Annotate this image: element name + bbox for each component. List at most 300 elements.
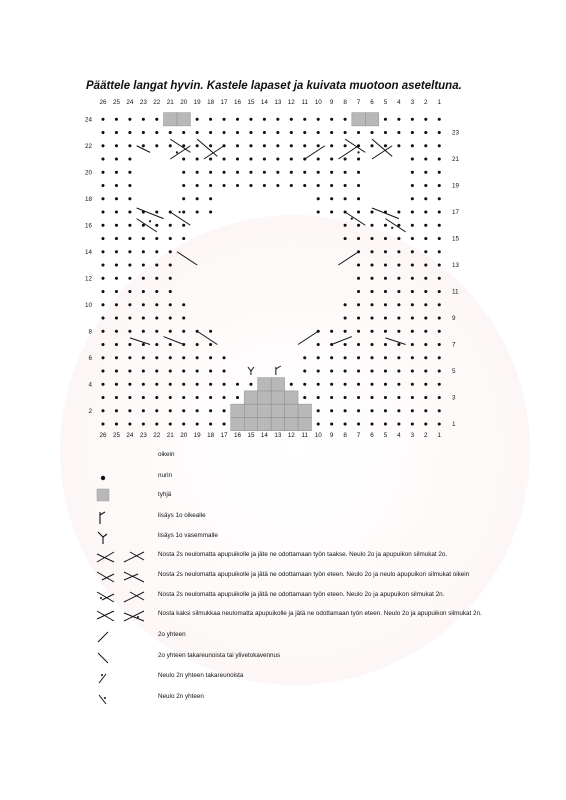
purl-dot	[128, 210, 131, 213]
cable-stroke	[298, 331, 318, 344]
purl-dot	[115, 303, 118, 306]
purl-dot	[196, 184, 199, 187]
purl-dot	[424, 118, 427, 121]
cable-stroke	[170, 212, 190, 225]
grey-cell	[271, 404, 284, 417]
purl-dot	[411, 277, 414, 280]
row-number: 2	[88, 407, 92, 415]
purl-dot	[196, 343, 199, 346]
purl-dot	[357, 422, 360, 425]
purl-dot	[357, 171, 360, 174]
purl-dot	[370, 396, 373, 399]
purl-dot	[438, 343, 441, 346]
purl-dot	[155, 210, 158, 213]
purl-dot	[101, 409, 104, 412]
purl-dot	[397, 343, 400, 346]
purl-dot	[169, 422, 172, 425]
purl-dot	[169, 369, 172, 372]
purl-dot	[115, 343, 118, 346]
purl-dot	[370, 210, 373, 213]
cable-stroke	[345, 139, 365, 152]
purl-dot	[101, 171, 104, 174]
purl-dot	[169, 343, 172, 346]
purl-dot	[411, 250, 414, 253]
purl-dot	[101, 316, 104, 319]
purl-dot	[438, 277, 441, 280]
column-number: 13	[274, 99, 282, 106]
purl-dot	[438, 369, 441, 372]
purl-dot	[263, 157, 266, 160]
purl-dot	[397, 369, 400, 372]
chart-symbols	[130, 139, 406, 375]
purl-dot	[142, 118, 145, 121]
purl-dot	[438, 330, 441, 333]
purl-dot	[128, 356, 131, 359]
legend-item	[0, 548, 566, 568]
purl-dot	[142, 263, 145, 266]
purl-dot	[424, 184, 427, 187]
purl-dot	[209, 396, 212, 399]
purl-dot	[182, 197, 185, 200]
lisays-oikealle-icon	[94, 509, 116, 527]
purl-dot	[411, 422, 414, 425]
column-number: 2	[424, 99, 428, 106]
purl-dot	[357, 343, 360, 346]
purl-dot	[182, 184, 185, 187]
purl-dot	[101, 263, 104, 266]
purl-dot	[397, 250, 400, 253]
column-number: 23	[139, 99, 147, 106]
purl-dot	[424, 144, 427, 147]
purl-dot	[438, 383, 441, 386]
purl-dot	[317, 210, 320, 213]
purl-dot	[424, 237, 427, 240]
purl-dot	[397, 396, 400, 399]
purl-dot	[344, 343, 347, 346]
purl-dot	[182, 409, 185, 412]
cable-stroke	[345, 212, 365, 225]
legend-label: Nosta kaksi silmukkaa neulomatta apupuikolle ja jätä ne odottamaan työn eteen. Neulo 2o ja apupuikon silmukat 2n.	[158, 610, 482, 617]
legend-item	[0, 568, 566, 588]
purl-dot	[411, 157, 414, 160]
purl-dot	[236, 383, 239, 386]
purl-dot	[128, 277, 131, 280]
purl-dot	[182, 157, 185, 160]
purl-dot	[344, 316, 347, 319]
grey-cell	[244, 404, 257, 417]
row-number: 13	[452, 262, 460, 270]
nurin-icon	[94, 469, 116, 487]
purl-dot	[115, 224, 118, 227]
cable-stroke	[164, 337, 184, 345]
purl-dot	[344, 237, 347, 240]
left-row-numbers	[85, 116, 93, 415]
purl-dot	[142, 144, 145, 147]
purl-dot	[397, 356, 400, 359]
purl-dot	[384, 144, 387, 147]
purl-dot	[249, 144, 252, 147]
legend-label: Nosta 2s neulomatta apupuikolle ja jäte ne odottamaan työn taakse. Neulo 2o ja apupuikon silmukat 2o.	[158, 551, 448, 558]
purl-dot	[128, 184, 131, 187]
purl-dot	[223, 184, 226, 187]
purl-dot	[344, 396, 347, 399]
purl-dot	[115, 263, 118, 266]
cable-stroke	[305, 146, 325, 159]
purl-dot	[128, 396, 131, 399]
column-number: 15	[247, 99, 255, 106]
purl-dot	[236, 184, 239, 187]
purl-dot	[317, 396, 320, 399]
grey-cell	[258, 404, 271, 417]
purl-dot	[155, 316, 158, 319]
purl-dot	[330, 184, 333, 187]
increase-left-symbol	[248, 367, 254, 375]
purl-dot	[263, 131, 266, 134]
purl-dot	[182, 422, 185, 425]
purl-dot	[438, 263, 441, 266]
purl-dot	[142, 277, 145, 280]
column-number: 22	[153, 432, 161, 439]
purl-dot	[424, 369, 427, 372]
purl-dot	[344, 224, 347, 227]
legend-item	[0, 509, 566, 529]
column-number: 11	[301, 432, 309, 439]
purl-dot	[424, 171, 427, 174]
purl-dot	[155, 303, 158, 306]
column-number: 16	[233, 99, 242, 106]
purl-dot	[424, 250, 427, 253]
purl-dot	[317, 343, 320, 346]
right-row-numbers	[452, 130, 460, 429]
purl-dot	[128, 316, 131, 319]
purl-dot	[182, 316, 185, 319]
purl-dot	[128, 383, 131, 386]
purl-dot	[182, 224, 185, 227]
purl-dot	[263, 171, 266, 174]
purl-dot	[357, 224, 360, 227]
purl-dot	[411, 356, 414, 359]
purl-dot	[397, 210, 400, 213]
grey-cell	[258, 391, 271, 404]
purl-dot	[290, 118, 293, 121]
purl-dot	[357, 356, 360, 359]
purl-dot	[357, 237, 360, 240]
purl-dot	[330, 330, 333, 333]
purl-dot	[128, 343, 131, 346]
purl-dot	[438, 224, 441, 227]
legend-label: nurin	[158, 472, 173, 479]
purl-dot	[303, 396, 306, 399]
purl-dot	[196, 157, 199, 160]
purl-dot	[115, 144, 118, 147]
p2tog-icon	[94, 690, 116, 708]
column-number: 7	[356, 432, 361, 439]
legend-label: lisäys 1o oikealle	[158, 512, 206, 519]
purl-dot	[330, 396, 333, 399]
column-number: 24	[126, 432, 134, 439]
column-number: 17	[220, 432, 228, 439]
purl-dot	[411, 171, 414, 174]
cable-stroke	[338, 252, 358, 265]
purl-dot	[223, 131, 226, 134]
decrease-dot	[176, 151, 178, 153]
column-number: 8	[343, 99, 347, 106]
purl-dot	[101, 343, 104, 346]
cable-stroke	[197, 139, 217, 156]
purl-dot	[263, 118, 266, 121]
purl-dot	[101, 118, 104, 121]
purl-dot	[155, 409, 158, 412]
legend-item	[0, 448, 566, 468]
purl-dot	[317, 422, 320, 425]
cable-stroke	[170, 146, 190, 159]
purl-dot	[370, 277, 373, 280]
row-number: 6	[88, 354, 92, 362]
cable-stroke	[385, 338, 405, 345]
purl-dot	[142, 396, 145, 399]
purl-dot	[115, 171, 118, 174]
purl-dot	[169, 330, 172, 333]
purl-dot	[115, 157, 118, 160]
purl-dot	[411, 224, 414, 227]
purl-dot	[424, 303, 427, 306]
purl-dot	[115, 290, 118, 293]
purl-dot	[357, 157, 360, 160]
row-number: 23	[452, 129, 460, 137]
legend-label: Neulo 2n yhteen	[158, 693, 204, 700]
cable-stroke	[197, 331, 217, 344]
purl-dot	[142, 343, 145, 346]
purl-dot	[357, 303, 360, 306]
purl-dot	[411, 210, 414, 213]
purl-dot	[276, 184, 279, 187]
purl-dot	[411, 197, 414, 200]
purl-dot	[303, 383, 306, 386]
purl-dot	[209, 171, 212, 174]
purl-dot	[411, 303, 414, 306]
purl-dot	[142, 369, 145, 372]
purl-dot	[155, 118, 158, 121]
purl-dot	[424, 330, 427, 333]
purl-dot	[169, 263, 172, 266]
purl-dot	[209, 157, 212, 160]
column-number: 4	[397, 432, 401, 439]
purl-dot	[182, 303, 185, 306]
row-number: 3	[452, 394, 456, 402]
purl-dot	[169, 396, 172, 399]
purl-dot	[101, 422, 104, 425]
purl-dot	[101, 197, 104, 200]
purl-dot	[101, 224, 104, 227]
purl-dot	[236, 144, 239, 147]
purl-dot	[357, 131, 360, 134]
purl-dot	[236, 171, 239, 174]
purl-dot	[196, 369, 199, 372]
purl-dot	[344, 356, 347, 359]
row-number: 20	[84, 169, 92, 177]
purl-dot	[249, 118, 252, 121]
purl-dot	[370, 224, 373, 227]
purl-dot	[249, 171, 252, 174]
purl-dot	[411, 237, 414, 240]
purl-dot	[411, 369, 414, 372]
purl-dot	[357, 197, 360, 200]
legend-item	[0, 469, 566, 489]
grey-cell	[285, 404, 298, 417]
legend-item	[0, 488, 566, 508]
purl-dot	[276, 118, 279, 121]
purl-dot	[128, 237, 131, 240]
purl-dot	[209, 369, 212, 372]
grey-cell	[285, 391, 298, 404]
purl-dot	[370, 383, 373, 386]
purl-dot	[384, 356, 387, 359]
purl-dot	[196, 422, 199, 425]
grey-cell	[231, 404, 244, 417]
purl-dot	[290, 144, 293, 147]
cable-stroke	[338, 146, 358, 159]
purl-dot	[142, 237, 145, 240]
column-number: 20	[180, 99, 188, 106]
purl-dot	[438, 303, 441, 306]
column-number: 26	[99, 99, 107, 106]
purl-dot	[384, 290, 387, 293]
purl-dot	[438, 144, 441, 147]
purl-dot	[344, 422, 347, 425]
purl-dot	[384, 369, 387, 372]
column-number: 1	[437, 432, 442, 439]
purl-dot	[438, 237, 441, 240]
purl-dot	[249, 131, 252, 134]
grey-cell	[258, 378, 271, 391]
purl-dot	[290, 171, 293, 174]
purl-dot	[263, 184, 266, 187]
purl-dot	[236, 118, 239, 121]
purl-dot	[317, 131, 320, 134]
purl-dot	[115, 237, 118, 240]
purl-dot	[169, 303, 172, 306]
column-number: 3	[410, 432, 415, 439]
purl-dot	[101, 383, 104, 386]
purl-dot	[196, 144, 199, 147]
purl-dot	[249, 184, 252, 187]
purl-dot	[438, 409, 441, 412]
purl-dot	[276, 144, 279, 147]
purl-dot	[196, 210, 199, 213]
grey-cell	[298, 417, 311, 430]
cable-2s-front-icon	[94, 568, 154, 586]
purl-dot	[370, 369, 373, 372]
grey-cell	[271, 391, 284, 404]
purl-dot	[397, 330, 400, 333]
purl-dot	[236, 131, 239, 134]
legend-label: lisäys 1o vasemmalle	[158, 532, 218, 539]
cable-stroke	[137, 219, 157, 232]
purl-dot	[411, 144, 414, 147]
purl-dot	[155, 131, 158, 134]
cable-2s-front-purl-icon	[94, 588, 154, 606]
purl-dot	[155, 144, 158, 147]
purl-dot	[196, 197, 199, 200]
cable-stroke	[137, 208, 164, 219]
oikein-icon	[94, 448, 116, 466]
column-number: 5	[383, 99, 388, 106]
legend-label: oikein	[158, 451, 175, 458]
grey-cell	[352, 113, 365, 126]
purl-dot	[317, 157, 320, 160]
purl-dot	[438, 131, 441, 134]
purl-dot	[424, 356, 427, 359]
purl-dot	[317, 356, 320, 359]
column-number: 5	[383, 432, 388, 439]
purl-dot	[115, 369, 118, 372]
ssk-icon	[94, 649, 116, 667]
purl-dot	[101, 157, 104, 160]
grey-cell	[258, 417, 271, 430]
tyhja-icon	[94, 488, 116, 506]
decrease-dot	[357, 151, 359, 153]
purl-dot	[384, 250, 387, 253]
purl-dot	[128, 369, 131, 372]
purl-dot	[370, 303, 373, 306]
row-number: 12	[84, 275, 92, 283]
purl-dot	[370, 131, 373, 134]
purl-dot	[303, 118, 306, 121]
purl-dot	[424, 409, 427, 412]
row-number: 24	[84, 116, 92, 124]
purl-dot	[384, 237, 387, 240]
purl-dot	[411, 290, 414, 293]
purl-dot	[182, 383, 185, 386]
row-number: 9	[452, 315, 456, 323]
cable-stroke	[170, 139, 190, 152]
purl-dot	[357, 184, 360, 187]
column-number: 22	[153, 99, 161, 106]
purl-dot	[236, 396, 239, 399]
cable-stroke	[385, 219, 405, 232]
purl-dot	[317, 171, 320, 174]
purl-dot	[357, 277, 360, 280]
purl-dot	[370, 330, 373, 333]
purl-dot	[142, 290, 145, 293]
purl-dot	[115, 383, 118, 386]
purl-dot	[223, 383, 226, 386]
purl-dot	[397, 303, 400, 306]
purl-dot	[155, 224, 158, 227]
purl-dot	[397, 290, 400, 293]
purl-dot	[411, 396, 414, 399]
purl-dot	[182, 237, 185, 240]
purl-dot	[424, 210, 427, 213]
legend-item	[0, 628, 566, 648]
purl-dot	[438, 118, 441, 121]
column-number: 15	[247, 432, 255, 439]
column-number: 14	[260, 99, 268, 106]
purl-dot	[424, 157, 427, 160]
purl-dot	[344, 330, 347, 333]
purl-dot	[115, 131, 118, 134]
purl-dot	[438, 171, 441, 174]
purl-dot	[397, 237, 400, 240]
purl-dot	[236, 157, 239, 160]
purl-dot	[169, 277, 172, 280]
purl-dot	[438, 316, 441, 319]
column-number: 16	[233, 432, 242, 439]
decrease-dot	[149, 220, 151, 222]
purl-dot	[438, 184, 441, 187]
purl-dot	[344, 303, 347, 306]
legend-label: 2o yhteen takareunoista tai ylivetokavennus	[158, 652, 281, 659]
